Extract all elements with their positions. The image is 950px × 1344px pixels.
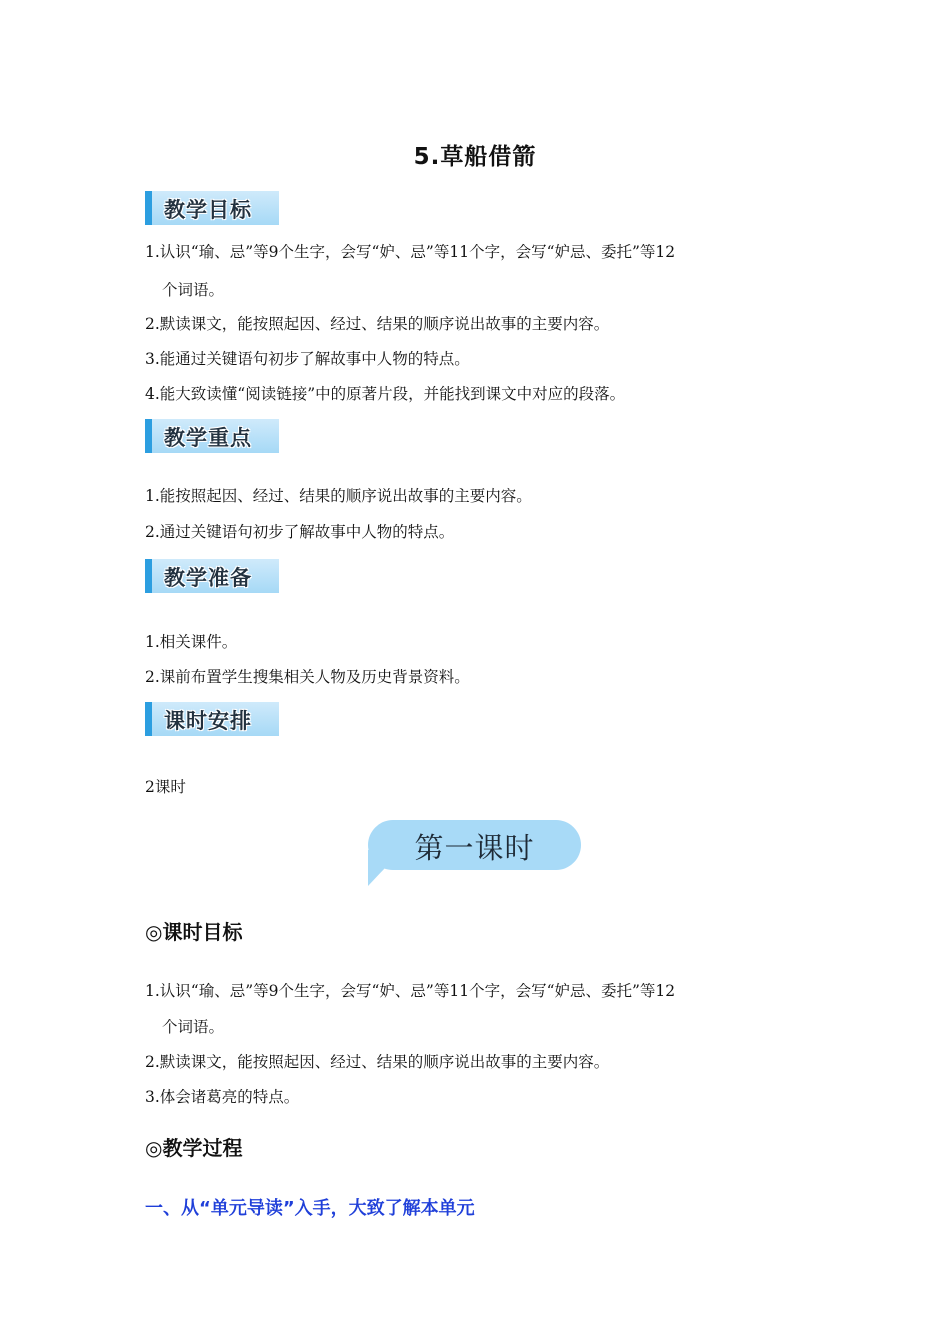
goal-item-3: 3.能通过关键语句初步了解故事中人物的特点。 (145, 350, 470, 368)
key-point-item-1: 1.能按照起因、经过、结果的顺序说出故事的主要内容。 (145, 487, 532, 505)
process-step-one: 一、从“单元导读”入手，大致了解本单元 (145, 1198, 475, 1219)
section-heading-key-points (145, 419, 279, 453)
key-point-item-2: 2.通过关键语句初步了解故事中人物的特点。 (145, 523, 455, 541)
section-heading-preparation (145, 559, 279, 593)
goal-item-1-cont: 个词语。 (162, 281, 225, 299)
section-heading-preparation-label: 教学准备 (164, 566, 252, 590)
section-heading-key-points-label: 教学重点 (164, 426, 252, 450)
section-heading-goals (145, 191, 279, 225)
page-title: 5.草船借箭 (413, 144, 537, 170)
lesson-goal-item-1: 1.认识“瑜、忌”等9个生字，会写“妒、忌”等11个字，会写“妒忌、委托”等12 (145, 982, 676, 1000)
section-heading-schedule (145, 702, 279, 736)
preparation-item-2: 2.课前布置学生搜集相关人物及历史背景资料。 (145, 668, 470, 686)
schedule-item: 2课时 (145, 778, 186, 796)
lesson-one-badge (368, 820, 581, 870)
goal-item-4: 4.能大致读懂“阅读链接”中的原著片段，并能找到课文中对应的段落。 (145, 385, 626, 403)
lesson-one-badge-label: 第一课时 (414, 831, 535, 865)
lesson-goal-item-3: 3.体会诸葛亮的特点。 (145, 1088, 300, 1106)
section-heading-schedule-label: 课时安排 (164, 709, 252, 733)
goal-item-1: 1.认识“瑜、忌”等9个生字，会写“妒、忌”等11个字，会写“妒忌、委托”等12 (145, 243, 676, 261)
lesson-goal-item-1-cont: 个词语。 (162, 1018, 225, 1036)
preparation-item-1: 1.相关课件。 (145, 633, 238, 651)
section-heading-goals-label: 教学目标 (164, 198, 252, 222)
lesson-goal-item-2: 2.默读课文，能按照起因、经过、结果的顺序说出故事的主要内容。 (145, 1053, 610, 1071)
goal-item-2: 2.默读课文，能按照起因、经过、结果的顺序说出故事的主要内容。 (145, 315, 610, 333)
lesson-goals-heading: ◎课时目标 (145, 920, 243, 944)
teaching-process-heading: ◎教学过程 (145, 1136, 243, 1160)
